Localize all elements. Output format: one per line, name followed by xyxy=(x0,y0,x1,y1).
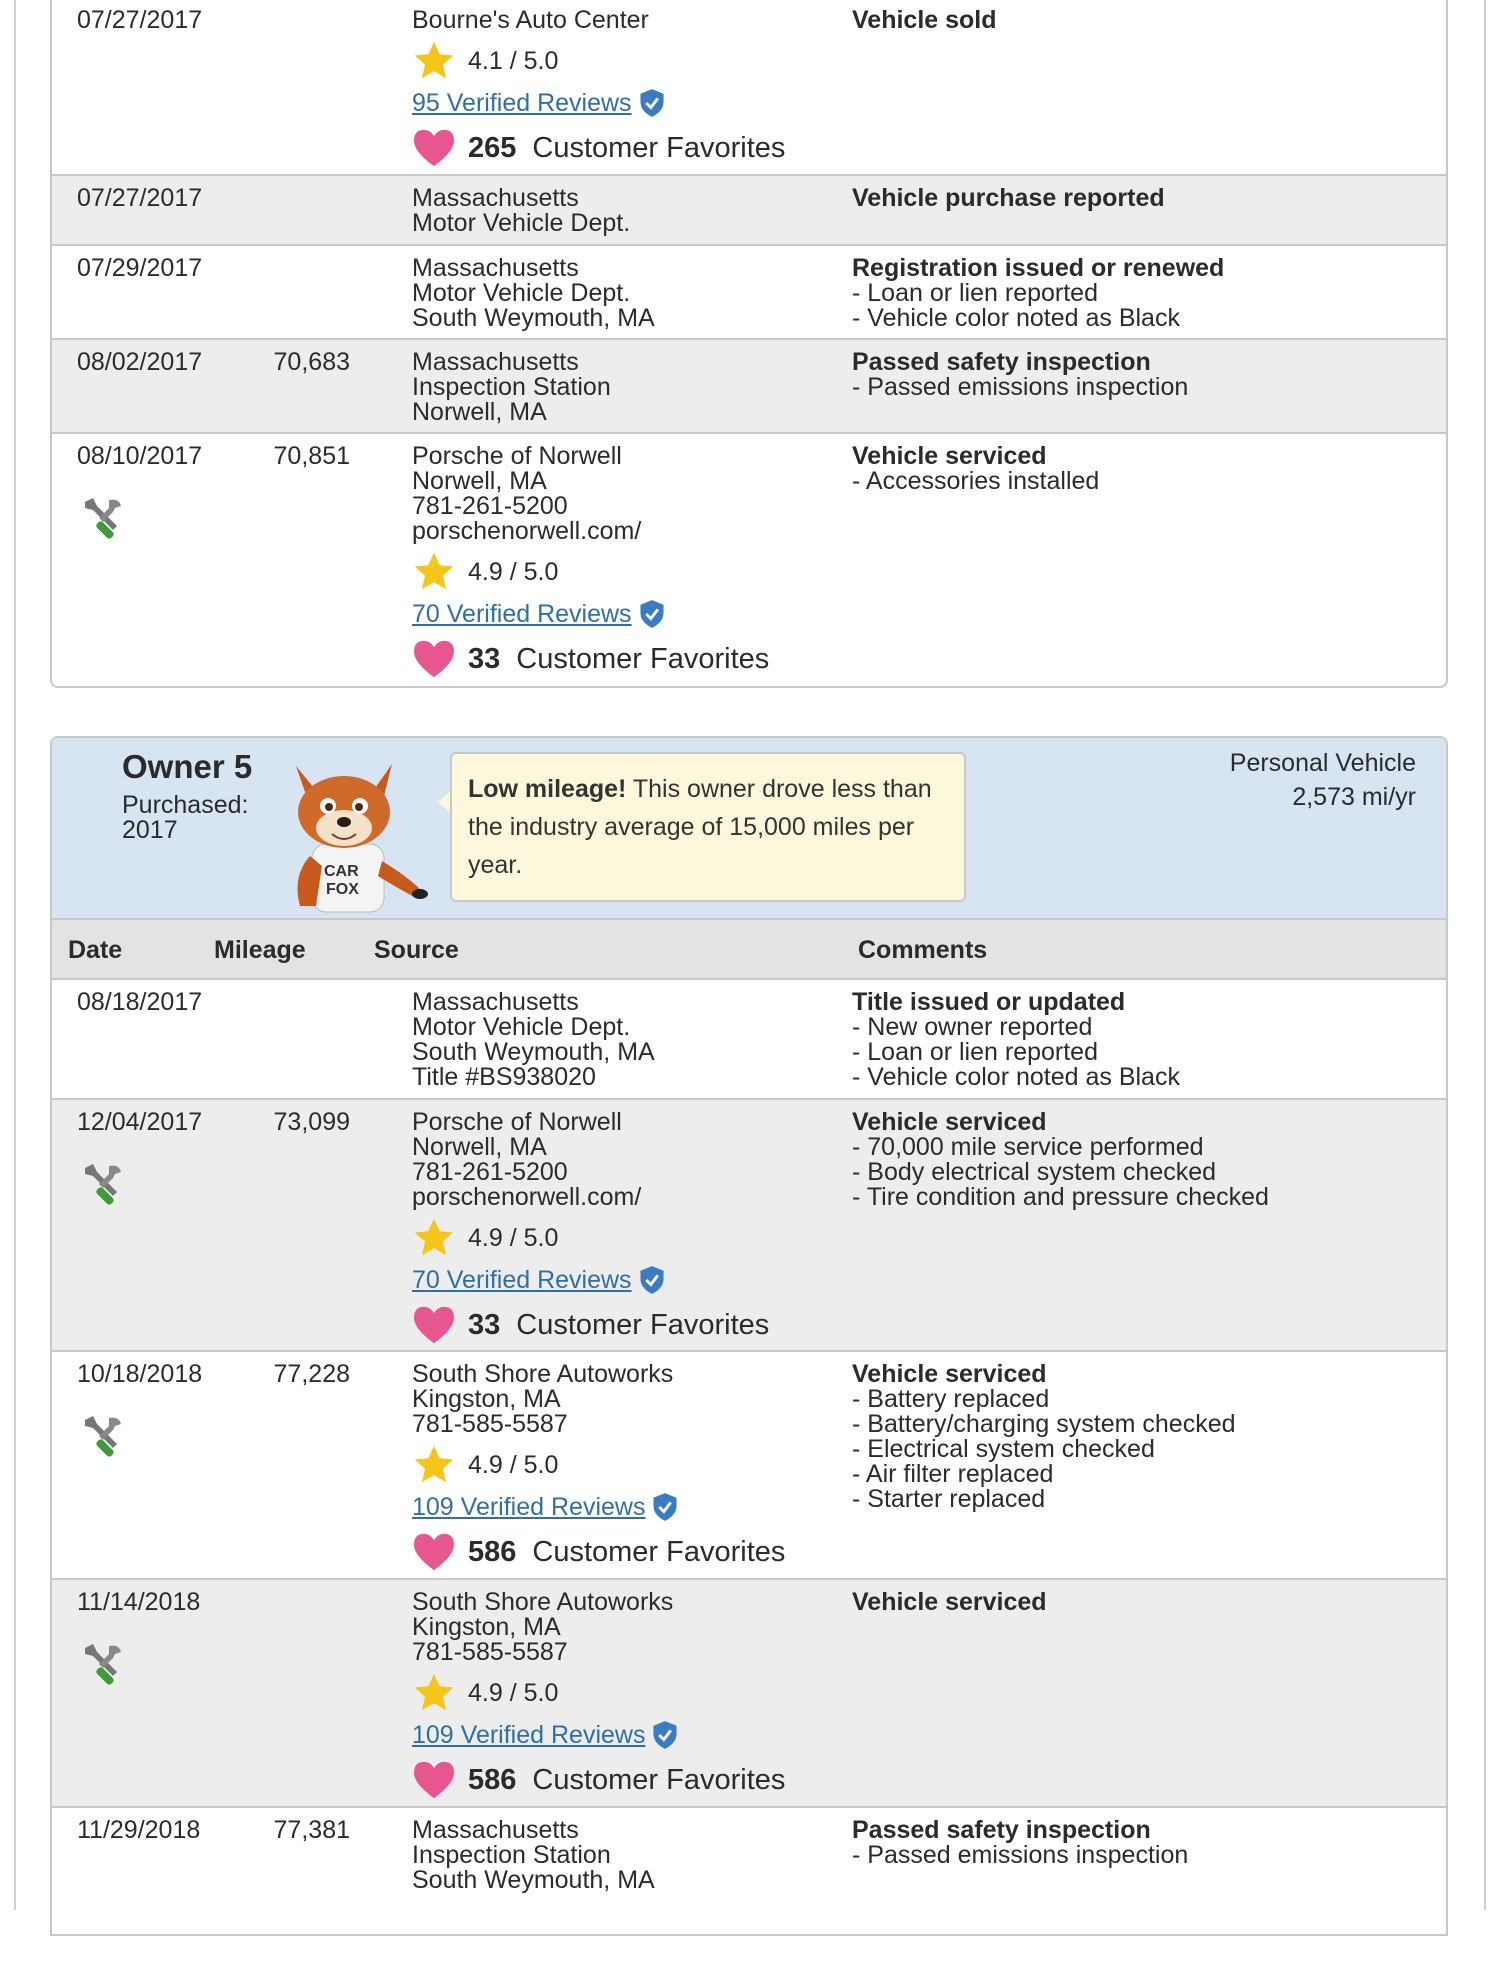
comment-line: - 70,000 mile service performed xyxy=(852,1133,1204,1161)
record-source xyxy=(412,186,630,236)
comment-line: - Loan or lien reported xyxy=(852,279,1098,307)
favorites-line xyxy=(412,1757,785,1803)
history-row xyxy=(52,1808,1446,1968)
favorites-line xyxy=(412,1302,769,1348)
comment-line: - Tire condition and pressure checked xyxy=(852,1183,1269,1211)
owner-history-card-previous xyxy=(50,0,1448,688)
favorites-count: 586 xyxy=(468,1535,517,1568)
owner-purchased xyxy=(122,793,248,843)
record-comments xyxy=(852,8,997,33)
record-comments xyxy=(852,1110,1269,1210)
verified-shield-icon xyxy=(638,599,666,629)
record-comments xyxy=(852,1590,1047,1615)
favorites-line xyxy=(412,125,785,171)
source-line: South Shore Autoworks xyxy=(412,1360,674,1388)
comment-line: - Vehicle color noted as Black xyxy=(852,304,1180,332)
record-date: 08/18/2017 xyxy=(77,988,203,1016)
star-icon xyxy=(412,39,456,83)
source-line: South Weymouth, MA xyxy=(412,304,655,332)
rating-line xyxy=(412,1445,785,1485)
svg-text:FOX: FOX xyxy=(326,881,359,898)
wrench-screwdriver-icon xyxy=(79,1640,125,1686)
column-date: Date xyxy=(68,936,123,964)
reviews-line xyxy=(412,85,785,121)
source-line: Bourne's Auto Center xyxy=(412,6,649,34)
history-row xyxy=(52,980,1446,1100)
heart-icon xyxy=(412,639,456,679)
favorites-label: Customer Favorites xyxy=(532,1763,786,1796)
star-icon xyxy=(412,1216,456,1260)
source-line: Inspection Station xyxy=(412,1841,611,1869)
star-icon xyxy=(412,1443,456,1487)
record-date: 11/14/2018 xyxy=(77,1588,201,1616)
source-line: Massachusetts xyxy=(412,184,579,212)
reviews-line xyxy=(412,1717,785,1753)
source-line: 781-585-5587 xyxy=(412,1638,568,1666)
purchased-year: 2017 xyxy=(122,816,178,844)
favorites-count: 33 xyxy=(468,1308,501,1341)
verified-reviews-link[interactable]: 109 Verified Reviews xyxy=(412,1720,646,1749)
rating-value: 4.1 / 5.0 xyxy=(468,46,559,75)
favorites-count: 586 xyxy=(468,1763,517,1796)
source-line[interactable]: porschenorwell.com/ xyxy=(412,1183,642,1211)
wrench-screwdriver-icon xyxy=(79,494,125,540)
comment-title: Passed safety inspection xyxy=(852,1816,1151,1844)
rating-value: 4.9 / 5.0 xyxy=(468,1223,559,1252)
page-right-rule xyxy=(1484,0,1486,1910)
rating-value: 4.9 / 5.0 xyxy=(468,1450,559,1479)
source-line: Norwell, MA xyxy=(412,1133,547,1161)
comment-title: Vehicle serviced xyxy=(852,1588,1047,1616)
verified-reviews-link[interactable]: 70 Verified Reviews xyxy=(412,599,632,628)
usage-info xyxy=(1230,746,1416,814)
heart-icon xyxy=(412,1305,456,1345)
source-line: South Weymouth, MA xyxy=(412,1038,655,1066)
comment-line: - Passed emissions inspection xyxy=(852,1841,1189,1869)
owner-history-card-owner5 xyxy=(50,736,1448,1936)
comment-title: Vehicle serviced xyxy=(852,442,1047,470)
comment-line: - Starter replaced xyxy=(852,1485,1046,1513)
source-line: Massachusetts xyxy=(412,348,579,376)
column-comments: Comments xyxy=(858,936,988,964)
source-line: 781-261-5200 xyxy=(412,1158,568,1186)
source-line: Norwell, MA xyxy=(412,398,547,426)
wrench-screwdriver-icon xyxy=(79,1412,125,1458)
record-comments xyxy=(852,186,1165,211)
verified-shield-icon xyxy=(651,1492,679,1522)
source-line: South Shore Autoworks xyxy=(412,1588,674,1616)
comment-line: - Battery/charging system checked xyxy=(852,1410,1236,1438)
heart-icon xyxy=(412,128,456,168)
history-row xyxy=(52,176,1446,246)
record-date: 07/29/2017 xyxy=(77,254,203,282)
source-line: 781-585-5587 xyxy=(412,1410,568,1438)
rating-line xyxy=(412,41,785,81)
reviews-line xyxy=(412,1489,785,1525)
comment-line: - New owner reported xyxy=(852,1013,1093,1041)
usage-type: Personal Vehicle xyxy=(1229,749,1416,777)
reviews-line xyxy=(412,596,769,632)
history-row xyxy=(52,0,1446,176)
rating-value: 4.9 / 5.0 xyxy=(468,1678,559,1707)
record-source xyxy=(412,8,785,171)
page-left-rule xyxy=(14,0,16,1910)
purchased-label: Purchased: xyxy=(122,791,249,819)
rating-line xyxy=(412,552,769,592)
owner-header xyxy=(52,738,1446,920)
record-mileage: 70,851 xyxy=(273,442,350,470)
history-row xyxy=(52,1352,1446,1580)
comment-title: Vehicle purchase reported xyxy=(852,184,1165,212)
record-comments xyxy=(852,1818,1188,1868)
record-date: 10/18/2018 xyxy=(77,1360,203,1388)
record-date: 07/27/2017 xyxy=(77,184,203,212)
verified-shield-icon xyxy=(638,1265,666,1295)
carfox-mascot-icon xyxy=(282,756,432,916)
source-line[interactable]: Title #BS938020 xyxy=(412,1063,596,1091)
comment-line: - Passed emissions inspection xyxy=(852,373,1189,401)
comment-title: Vehicle sold xyxy=(852,6,997,34)
rating-value: 4.9 / 5.0 xyxy=(468,557,559,586)
star-icon xyxy=(412,550,456,594)
comment-line: - Air filter replaced xyxy=(852,1460,1054,1488)
favorites-label: Customer Favorites xyxy=(532,1535,786,1568)
comment-line: - Battery replaced xyxy=(852,1385,1050,1413)
record-source xyxy=(412,1818,655,1893)
history-row xyxy=(52,434,1446,690)
history-row xyxy=(52,246,1446,340)
favorites-label: Customer Favorites xyxy=(516,642,770,675)
source-line: 781-261-5200 xyxy=(412,492,568,520)
column-source: Source xyxy=(374,936,459,964)
comment-title: Vehicle serviced xyxy=(852,1108,1047,1136)
record-mileage: 77,228 xyxy=(273,1360,350,1388)
bubble-highlight: Low mileage! xyxy=(468,775,627,803)
record-mileage: 77,381 xyxy=(273,1816,350,1844)
source-line: South Weymouth, MA xyxy=(412,1866,655,1894)
comment-line: - Accessories installed xyxy=(852,467,1100,495)
record-source xyxy=(412,350,611,425)
column-mileage: Mileage xyxy=(214,936,306,964)
record-source xyxy=(412,1590,785,1803)
record-source xyxy=(412,1362,785,1575)
favorites-label: Customer Favorites xyxy=(532,131,786,164)
source-line: Porsche of Norwell xyxy=(412,442,622,470)
source-line[interactable]: porschenorwell.com/ xyxy=(412,517,642,545)
heart-icon xyxy=(412,1532,456,1572)
bubble-text: This owner drove less than the industry average of 15,000 miles per year. xyxy=(468,775,932,879)
favorites-line xyxy=(412,636,769,682)
record-date: 07/27/2017 xyxy=(77,6,203,34)
verified-reviews-link[interactable]: 70 Verified Reviews xyxy=(412,1265,632,1294)
column-header-row xyxy=(52,920,1446,980)
verified-shield-icon xyxy=(651,1720,679,1750)
usage-rate: 2,573 mi/yr xyxy=(1292,783,1416,811)
source-line: Motor Vehicle Dept. xyxy=(412,209,631,237)
comment-title: Registration issued or renewed xyxy=(852,254,1225,282)
record-comments xyxy=(852,350,1188,400)
record-source xyxy=(412,444,769,682)
source-line: Massachusetts xyxy=(412,1816,579,1844)
verified-reviews-link[interactable]: 109 Verified Reviews xyxy=(412,1492,646,1521)
favorites-label: Customer Favorites xyxy=(516,1308,770,1341)
low-mileage-bubble xyxy=(450,752,966,902)
comment-title: Passed safety inspection xyxy=(852,348,1151,376)
record-mileage: 70,683 xyxy=(273,348,350,376)
record-mileage: 73,099 xyxy=(273,1108,350,1136)
record-date: 08/02/2017 xyxy=(77,348,203,376)
record-comments xyxy=(852,990,1180,1090)
history-row xyxy=(52,340,1446,434)
record-source xyxy=(412,1110,769,1348)
history-row xyxy=(52,1580,1446,1808)
record-source xyxy=(412,256,655,331)
comment-title: Title issued or updated xyxy=(852,988,1126,1016)
source-line: Inspection Station xyxy=(412,373,611,401)
wrench-screwdriver-icon xyxy=(79,1160,125,1206)
verified-reviews-link[interactable]: 95 Verified Reviews xyxy=(412,88,632,117)
comment-line: - Electrical system checked xyxy=(852,1435,1155,1463)
comment-line: - Loan or lien reported xyxy=(852,1038,1098,1066)
rating-line xyxy=(412,1673,785,1713)
source-line: Motor Vehicle Dept. xyxy=(412,1013,631,1041)
source-line: Massachusetts xyxy=(412,988,579,1016)
star-icon xyxy=(412,1671,456,1715)
record-comments xyxy=(852,256,1224,331)
record-comments xyxy=(852,444,1099,494)
record-date: 11/29/2018 xyxy=(77,1816,201,1844)
comment-title: Vehicle serviced xyxy=(852,1360,1047,1388)
source-line: Massachusetts xyxy=(412,254,579,282)
record-date: 12/04/2017 xyxy=(77,1108,203,1136)
owner-title: Owner 5 xyxy=(122,748,253,785)
record-comments xyxy=(852,1362,1236,1512)
favorites-count: 265 xyxy=(468,131,517,164)
history-row xyxy=(52,1100,1446,1352)
verified-shield-icon xyxy=(638,88,666,118)
source-line: Kingston, MA xyxy=(412,1613,561,1641)
record-source xyxy=(412,990,655,1090)
heart-icon xyxy=(412,1760,456,1800)
source-line: Motor Vehicle Dept. xyxy=(412,279,631,307)
reviews-line xyxy=(412,1262,769,1298)
source-line: Kingston, MA xyxy=(412,1385,561,1413)
svg-text:CAR: CAR xyxy=(324,863,359,880)
comment-line: - Vehicle color noted as Black xyxy=(852,1063,1180,1091)
favorites-count: 33 xyxy=(468,642,501,675)
source-line: Norwell, MA xyxy=(412,467,547,495)
source-line: Porsche of Norwell xyxy=(412,1108,622,1136)
favorites-line xyxy=(412,1529,785,1575)
rating-line xyxy=(412,1218,769,1258)
comment-line: - Body electrical system checked xyxy=(852,1158,1217,1186)
record-date: 08/10/2017 xyxy=(77,442,203,470)
